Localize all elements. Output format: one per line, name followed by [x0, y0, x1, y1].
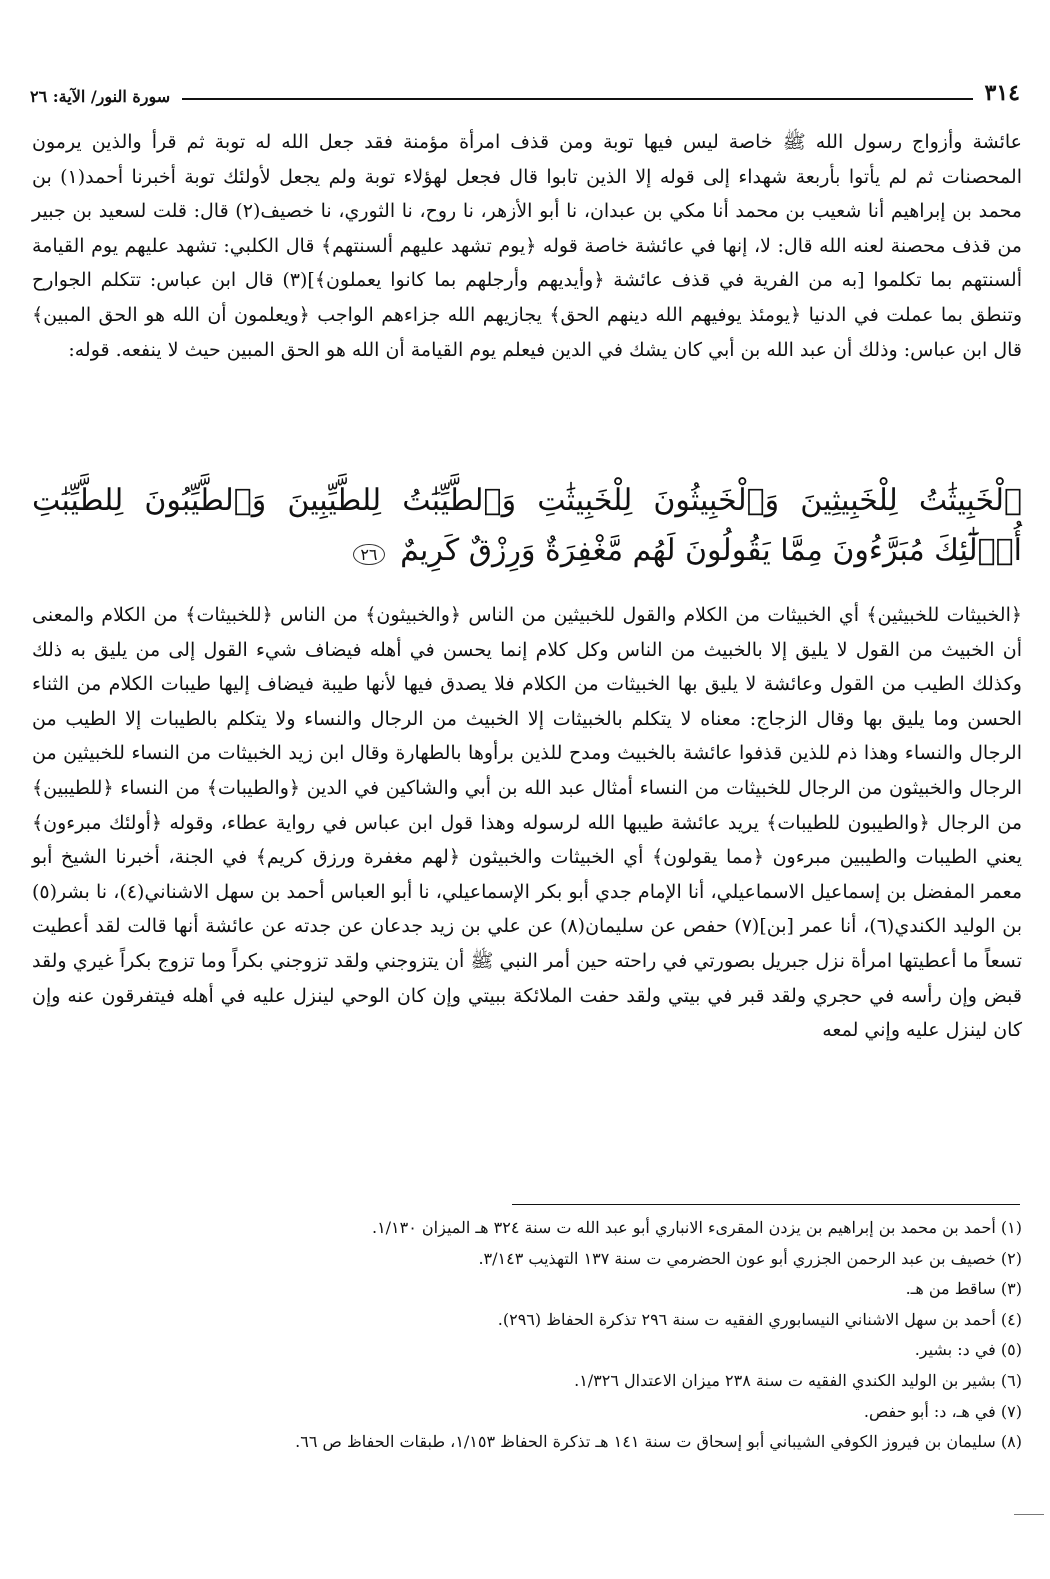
- margin-mark: [1014, 1514, 1044, 1515]
- running-title: سورة النور/ الآية: ٢٦: [30, 87, 171, 106]
- page-header: [30, 72, 1020, 106]
- footnote-7: (٧) في هـ، د: أبو حفص.: [863, 1401, 1022, 1421]
- body-text-after-verse: [32, 598, 1022, 1048]
- footnote-1: (١) أحمد بن محمد بن إبراهيم بن يزدن المقرىء الانباري أبو عبد الله ت سنة ٣٢٤ هـ الميزان ١/١٣٠.: [371, 1218, 1022, 1237]
- header-rule: [182, 98, 972, 100]
- paragraph: ﴿الخبيثات للخبيثين﴾ أي الخبيثات من الكلام والقول للخبيثين من الناس ﴿والخبيثون﴾ من الناس ﴿للخبيثات﴾ من الكلام والمعنى أن الخبيث من القول لا يليق إلا بالخبيث من الناس وكل كلام إنما يحسن في أهله فيضاف شيء القول إلى من يليق به ذلك وكذلك الطيب من القول وعائشة لا يليق بها الخبيثات من الكلام فلا يصدق فيها لأنها طيبة فيضاف إليها طيبات الكلام من الثناء الحسن وما يليق بها وقال الزجاج: معناه لا يتكلم بالخبيثات إلا الخبيث من الرجال والنساء ولا يتكلم بالطيبات إلا الطيب من الرجال والنساء وهذا ذم للذين قذفوا عائشة بالخبيث ومدح للذين برأوها بالطهارة وقال ابن زيد الخبيثات من النساء للخبيثين من الرجال والخبيثون من الرجال للخبيثات من النساء أمثال عبد الله بن أبي والشاكين في الدين ﴿والطيبات﴾ من النساء ﴿للطيبين﴾ من الرجال ﴿والطيبون للطيبات﴾ يريد عائشة طيبها الله لرسوله وهذا قول ابن عباس في رواية عطاء، وقوله ﴿أولئك مبرءون﴾ يعني الطيبات والطيبين مبرءون ﴿مما يقولون﴾ أي الخبيثات والخبيثون ﴿لهم مغفرة ورزق كريم﴾ في الجنة، أخبرنا الشيخ أبو معمر المفضل بن إسماعيل الاسماعيلي، أنا الإمام جدي أبو بكر الإسماعيلي، نا أبو العباس أحمد بن سهل الاشناني(٤)، نا بشر(٥) بن الوليد الكندي(٦)، أنا عمر [بن](٧) حفص عن سليمان(٨) عن علي بن زيد جدعان عن جدته عن عائشة أنها قالت لقد أعطيت تسعاً ما أعطيتها امرأة نزل جبريل بصورتي في راحته حين أمر النبي ﷺ أن يتزوجني ولقد تزوجني بكراً وما تزوج بكراً غيري ولقد قبض وإن رأسه في حجري ولقد قبر في بيتي ولقد حفت الملائكة ببيتي وإن كان الوحي لينزل عليه في أهله فيتفرقون عنه وإن كان لينزل عليه وإني لمعه: [32, 604, 1022, 1042]
- paragraph: عائشة وأزواج رسول الله ﷺ خاصة ليس فيها توبة ومن قذف امرأة مؤمنة فقد جعل الله له توبة ثم قرأ والذين يرمون المحصنات ثم لم يأتوا بأربعة شهداء إلى قوله إلا الذين تابوا قال فجعل لهؤلاء توبة ولم يجعل لأولئك توبة أخبرنا أحمد(١) بن محمد بن إبراهيم أنا شعيب بن محمد أنا مكي بن عبدان، نا أبو الأزهر، نا روح، نا الثوري، نا خصيف(٢) قال: قلت لسعيد بن جبير من قذف محصنة لعنه الله قال: لا، إنها في عائشة خاصة قوله ﴿يوم تشهد عليهم ألسنتهم﴾ قال الكلبي: تشهد عليهم يوم القيامة ألسنتهم بما تكلموا [به من الفرية في قذف عائشة ﴿وأيديهم وأرجلهم بما كانوا يعملون﴾](٣) قال ابن عباس: تتكلم الجوارح وتنطق بما عملت في الدنيا ﴿يومئذ يوفيهم الله دينهم الحق﴾ يجازيهم الله جزاءهم الواجب ﴿ويعلمون أن الله هو الحق المبين﴾ قال ابن عباس: وذلك أن عبد الله بن أبي كان يشك في الدين فيعلم يوم القيامة أن الله هو الحق المبين حيث لا ينفعه. قوله:: [32, 131, 1022, 361]
- footnote-4: (٤) أحمد بن سهل الاشناني النيسابوري الفقيه ت سنة ٢٩٦ تذكرة الحفاظ (٢٩٦).: [497, 1309, 1022, 1329]
- footnote-8: (٨) سليمان بن فيروز الكوفي الشيباني أبو إسحاق ت سنة ١٤١ هـ تذكرة الحفاظ ١/١٥٣، طبقات الحفاظ ص ٦٦.: [295, 1432, 1022, 1452]
- footnote-2: (٢) خصيف بن عبد الرحمن الجزري أبو عون الحضرمي ت سنة ١٣٧ التهذيب ٣/١٤٣.: [478, 1248, 1022, 1268]
- footnote-6: (٦) بشير بن الوليد الكندي الفقيه ت سنة ٢٣٨ ميزان الاعتدال ١/٣٢٦.: [574, 1370, 1022, 1390]
- page-number: ٣١٤: [984, 80, 1020, 106]
- footnotes: [32, 1213, 1022, 1458]
- footnote-5: (٥) في د: بشير.: [914, 1340, 1022, 1360]
- verse-number: ٢٦: [353, 544, 384, 565]
- body-text-before-verse: [32, 125, 1022, 367]
- quran-verse: [32, 476, 1022, 580]
- footnote-3: (٣) ساقط من هـ.: [905, 1279, 1022, 1299]
- verse-text: ٱلْخَبِيثَٰتُ لِلْخَبِيثِينَ وَٱلْخَبِيثُونَ لِلْخَبِيثَٰتِ وَٱلطَّيِّبَٰتُ لِلطَّيِّبِينَ وَٱلطَّيِّبُونَ لِلطَّيِّبَٰتِ أُو۟لَٰٓئِكَ مُبَرَّءُونَ مِمَّا يَقُولُونَ لَهُم مَّغْفِرَةٌ وَرِزْقٌ كَرِيمٌ: [32, 483, 1022, 568]
- footnote-rule: [512, 1204, 1020, 1205]
